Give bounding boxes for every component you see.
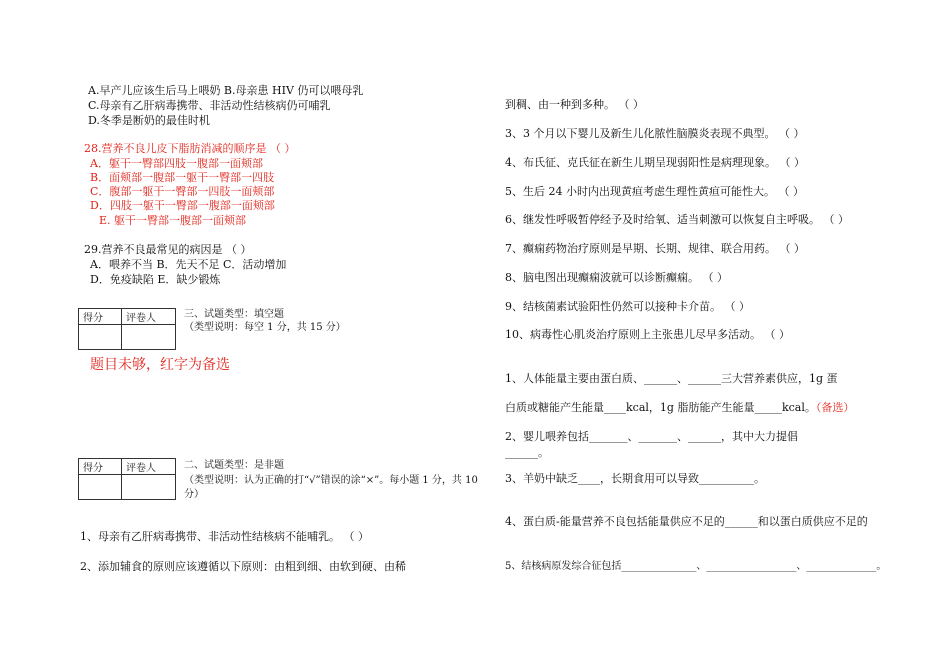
fill-q1-line1: 1、人体能量主要由蛋白质、______、______三大营养素供应，1g 蛋 [505, 372, 838, 385]
tf-item-4: 4、布氏征、克氏征在新生儿期呈现弱阳性是病理现象。 （ ） [505, 156, 805, 169]
q28-stem: 28.营养不良儿皮下脂肪消减的顺序是 （ ） [84, 142, 296, 155]
grader-cell[interactable] [122, 475, 176, 500]
q28-option-a: A．躯干一臀部四肢一腹部一面颊部 [90, 157, 263, 170]
grader-cell[interactable] [122, 325, 176, 350]
fill-q3: 3、羊奶中缺乏____，长期食用可以导致__________。 [505, 472, 765, 485]
q28-option-d: D．四肢一躯干一臀部一腹部一面颊部 [90, 199, 275, 212]
fill-q1-line2 [505, 401, 854, 415]
tf-item-8: 8、脑电图出现癫痫波就可以诊断癫痫。 （ ） [505, 271, 728, 284]
grader-label: 评卷人 [122, 309, 176, 325]
q28-option-b: B．面颊部一腹部一躯干一臀部一四肢 [90, 171, 275, 184]
tf-item-7: 7、癫痫药物治疗原则是早期、长期、规律、联合用药。 （ ） [505, 242, 805, 255]
q27-option-d: D.冬季是断奶的最佳时机 [88, 114, 210, 127]
reserve-tag: （备选） [815, 401, 855, 414]
q28-option-e: E. 躯干一臀部一腹部一面颊部 [99, 214, 247, 227]
score-label: 得分 [79, 309, 122, 325]
score-table-fill [78, 308, 176, 350]
fill-q1-line2-text: 白质或糖能产生能量____kcal，1g 脂肪能产生能量_____kcal。 [505, 401, 816, 414]
tf-item-10: 10、病毒性心肌炎治疗原则上主张患儿尽早多活动。 （ ） [505, 328, 790, 341]
score-cell[interactable] [79, 325, 122, 350]
grader-label: 评卷人 [122, 459, 176, 475]
reserve-note: 题目未够，红字为备选 [90, 357, 230, 373]
section2-desc: （类型说明：认为正确的打“√”错误的涂“×”。每小题 1 分，共 10 [184, 475, 478, 486]
score-label: 得分 [79, 459, 122, 475]
section3-desc: （类型说明：每空 1 分，共 15 分） [184, 322, 346, 333]
tf-item-5: 5、生后 24 小时内出现黄疸考虑生理性黄疸可能性大。 （ ） [505, 185, 804, 198]
score-cell[interactable] [79, 475, 122, 500]
q29-stem: 29.营养不良最常见的病因是 （ ） [84, 243, 252, 256]
fill-q2-line2: ______。 [505, 446, 549, 459]
tf-item-2: 2、添加辅食的原则应该遵循以下原则：由粗到细、由软到硬、由稀 [80, 560, 406, 573]
q29-options-row2: D．免疫缺陷 E．缺少锻炼 [90, 273, 221, 286]
q28-option-c: C．腹部一躯干一臀部一四肢一面颊部 [90, 185, 275, 198]
q29-options-row1: A．喂养不当 B．先天不足 C．活动增加 [90, 258, 287, 271]
q27-option-c: C.母亲有乙肝病毒携带、非活动性结核病仍可哺乳 [88, 99, 331, 112]
tf-item-1: 1、母亲有乙肝病毒携带、非活动性结核病不能哺乳。 （ ） [80, 530, 369, 543]
fill-q4: 4、蛋白质-能量营养不良包括能量供应不足的______和以蛋白质供应不足的 [505, 515, 868, 528]
section2-title: 二、试题类型：是非题 [184, 460, 284, 471]
section2-desc-cont: 分） [184, 489, 204, 500]
q27-option-ab: A.早产儿应该生后马上喂奶 B.母亲患 HIV 仍可以喂母乳 [88, 84, 364, 97]
fill-q5: 5、结核病原发综合征包括_______________、__________________、______________。 [505, 561, 887, 572]
tf-item-3: 3、3 个月以下婴儿及新生儿化脓性脑膜炎表现不典型。 （ ） [505, 127, 805, 140]
tf-item-2-cont: 到稠、由一种到多种。 （ ） [505, 98, 644, 111]
section3-title: 三、试题类型：填空题 [184, 309, 284, 320]
fill-q2-line1: 2、婴儿喂养包括_______、_______、______，其中大力提倡 [505, 430, 798, 443]
score-table-truefalse [78, 458, 176, 500]
tf-item-9: 9、结核菌素试验阳性仍然可以接种卡介苗。 （ ） [505, 300, 750, 313]
tf-item-6: 6、继发性呼吸暂停经予及时给氧、适当刺激可以恢复自主呼吸。 （ ） [505, 213, 849, 226]
